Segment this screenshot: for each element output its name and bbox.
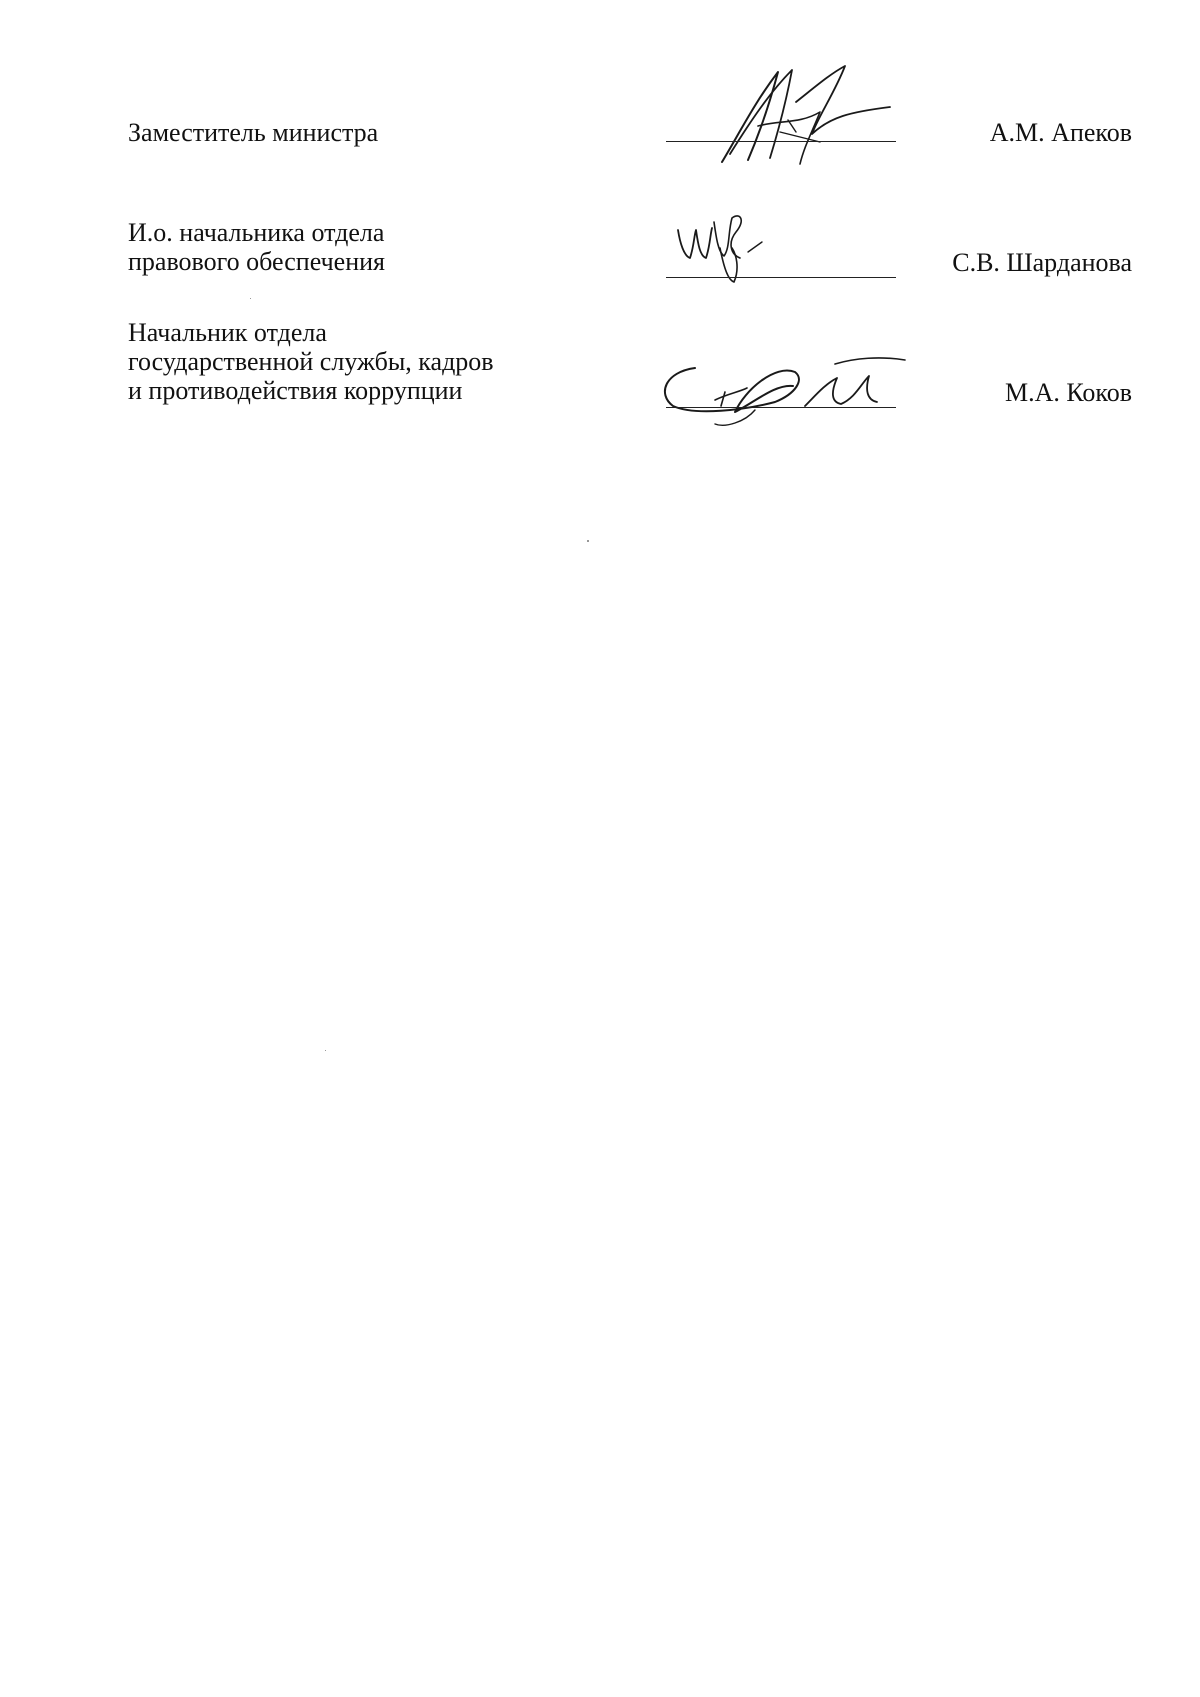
handwritten-signature: [655, 350, 915, 430]
position-title: [128, 318, 494, 405]
position-line: государственной службы, кадров: [128, 347, 494, 376]
signature-line: [666, 407, 896, 408]
signature-line: [666, 277, 896, 278]
signer-name: А.М. Апеков: [989, 118, 1132, 147]
position-line: правового обеспечения: [128, 247, 385, 276]
signer-name: М.А. Коков: [1004, 378, 1132, 407]
signature-line: [666, 141, 896, 142]
handwritten-signature: [700, 62, 930, 172]
position-line: И.о. начальника отдела: [128, 218, 385, 247]
position-line: Заместитель министра: [128, 118, 379, 147]
position-title: [128, 118, 378, 147]
position-line: Начальник отдела: [128, 318, 327, 347]
scan-speck: [325, 1050, 326, 1051]
position-title: [128, 218, 385, 276]
signer-name: С.В. Шарданова: [952, 248, 1132, 277]
position-line: и противодействия коррупции: [128, 376, 463, 405]
scan-speck: [587, 540, 589, 542]
scan-speck: [250, 298, 251, 299]
handwritten-signature: [670, 208, 780, 288]
